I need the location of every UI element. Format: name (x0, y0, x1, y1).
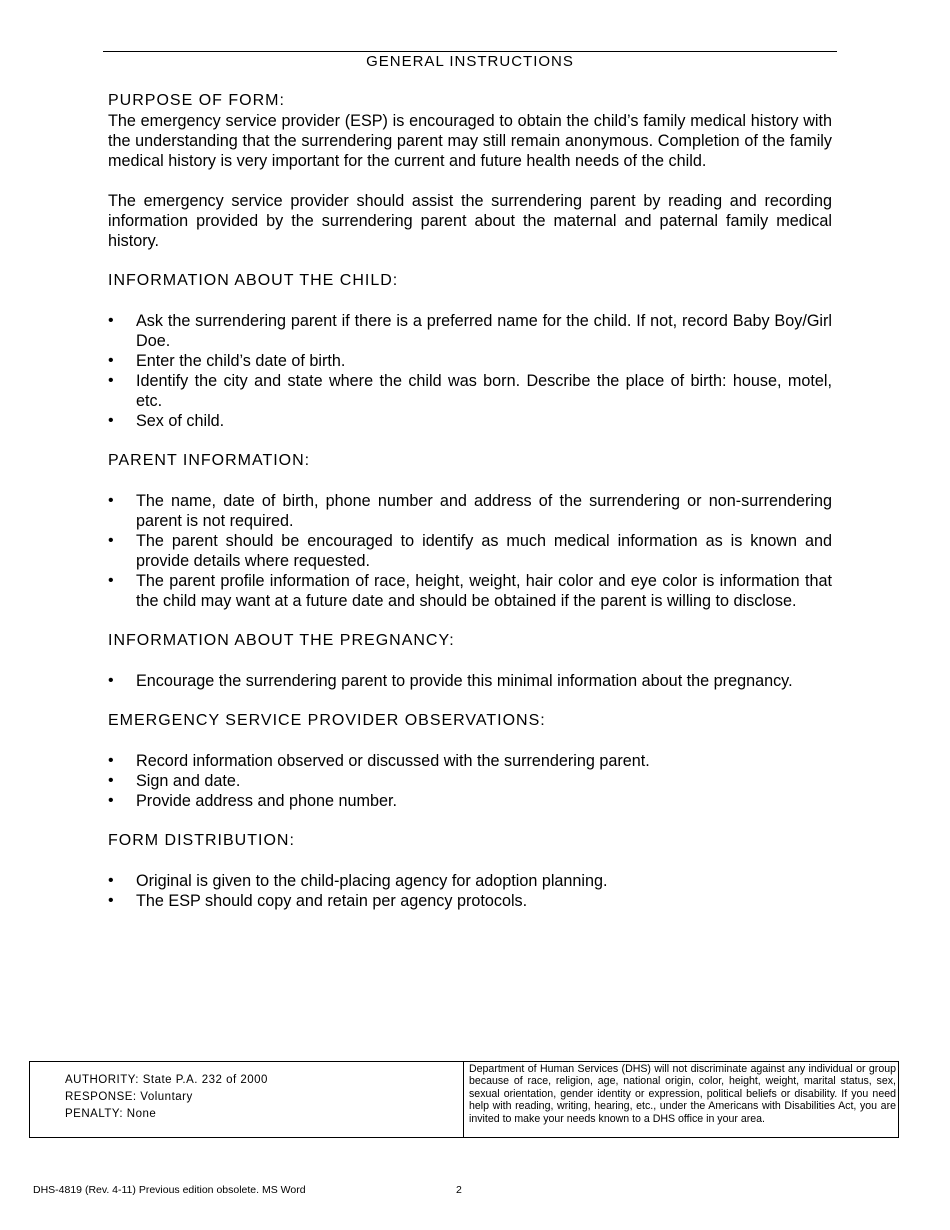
parent-heading: PARENT INFORMATION: (108, 452, 311, 469)
bullet-icon: • (108, 532, 114, 549)
bullet-icon: • (108, 372, 114, 389)
bullet-icon: • (108, 572, 114, 589)
footer-box (29, 1061, 899, 1138)
bullet-icon: • (108, 672, 114, 689)
bullet-icon: • (108, 752, 114, 769)
purpose-heading: PURPOSE OF FORM: (108, 92, 285, 109)
purpose-paragraph-1: The emergency service provider (ESP) is encouraged to obtain the child’s family medical history with the understanding that the surrendering parent may still remain anonymous. Completion of the family medical history is very important for the current and future health needs of the child. (108, 112, 832, 170)
bullet-icon: • (108, 792, 114, 809)
response-text: RESPONSE: Voluntary (65, 1091, 193, 1103)
bullet-icon: • (108, 872, 114, 889)
penalty-text: PENALTY: None (65, 1108, 157, 1120)
purpose-paragraph-2: The emergency service provider should assist the surrendering parent by reading and recording information provided by the surrendering parent about the maternal and paternal family medical history. (108, 192, 832, 250)
bullet-icon: • (108, 892, 114, 909)
parent-list (108, 491, 832, 611)
bullet-icon: • (108, 352, 114, 369)
child-list (108, 311, 832, 431)
list-item: • Enter the child’s date of birth. (108, 352, 346, 370)
authority-block (30, 1062, 464, 1137)
pregnancy-heading: INFORMATION ABOUT THE PREGNANCY: (108, 632, 455, 649)
form-id: DHS-4819 (Rev. 4-11) Previous edition obsolete. MS Word (33, 1184, 306, 1196)
list-item: • Sign and date. (108, 772, 241, 790)
list-item: • Encourage the surrendering parent to provide this minimal information about the pregnancy. (108, 672, 793, 690)
list-item: • The parent profile information of race, height, weight, hair color and eye color is information that the child may want at a future date and should be obtained if the parent is willing to disclose. (108, 572, 832, 610)
list-item: • Identify the city and state where the child was born. Describe the place of birth: house, motel, etc. (108, 372, 832, 410)
list-item: • Original is given to the child-placing agency for adoption planning. (108, 872, 608, 890)
list-item: • Sex of child. (108, 412, 225, 430)
authority-text: AUTHORITY: State P.A. 232 of 2000 (65, 1074, 268, 1086)
distribution-list (108, 871, 832, 911)
list-item: • The name, date of birth, phone number and address of the surrendering or non-surrendering parent is not required. (108, 492, 832, 530)
observations-list (108, 751, 832, 811)
page-title: GENERAL INSTRUCTIONS (366, 53, 574, 70)
list-item: • Provide address and phone number. (108, 792, 397, 810)
page-number: 2 (456, 1184, 462, 1196)
list-item: • Record information observed or discussed with the surrendering parent. (108, 752, 650, 770)
observations-heading: EMERGENCY SERVICE PROVIDER OBSERVATIONS: (108, 712, 546, 729)
pregnancy-list (108, 671, 832, 691)
bullet-icon: • (108, 492, 114, 509)
list-item: • The parent should be encouraged to identify as much medical information as is known and provide details where requested. (108, 532, 832, 570)
list-item: • The ESP should copy and retain per agency protocols. (108, 892, 528, 910)
child-heading: INFORMATION ABOUT THE CHILD: (108, 272, 399, 289)
list-item: • Ask the surrendering parent if there is a preferred name for the child. If not, record Baby Boy/Girl Doe. (108, 312, 832, 350)
distribution-heading: FORM DISTRIBUTION: (108, 832, 295, 849)
bullet-icon: • (108, 412, 114, 429)
bullet-icon: • (108, 772, 114, 789)
bullet-icon: • (108, 312, 114, 329)
instructions-body (108, 91, 832, 911)
nondiscrimination-notice: Department of Human Services (DHS) will not discriminate against any individual or group because of race, religion, age, national origin, color, height, weight, marital status, sex, sexual orientation, gender identity or expression, political beliefs or disability. If you need help with reading, writing, hearing, etc., under the Americans with Disabilities Act, you are invited to make your needs known to a DHS office in your area. (469, 1063, 896, 1125)
